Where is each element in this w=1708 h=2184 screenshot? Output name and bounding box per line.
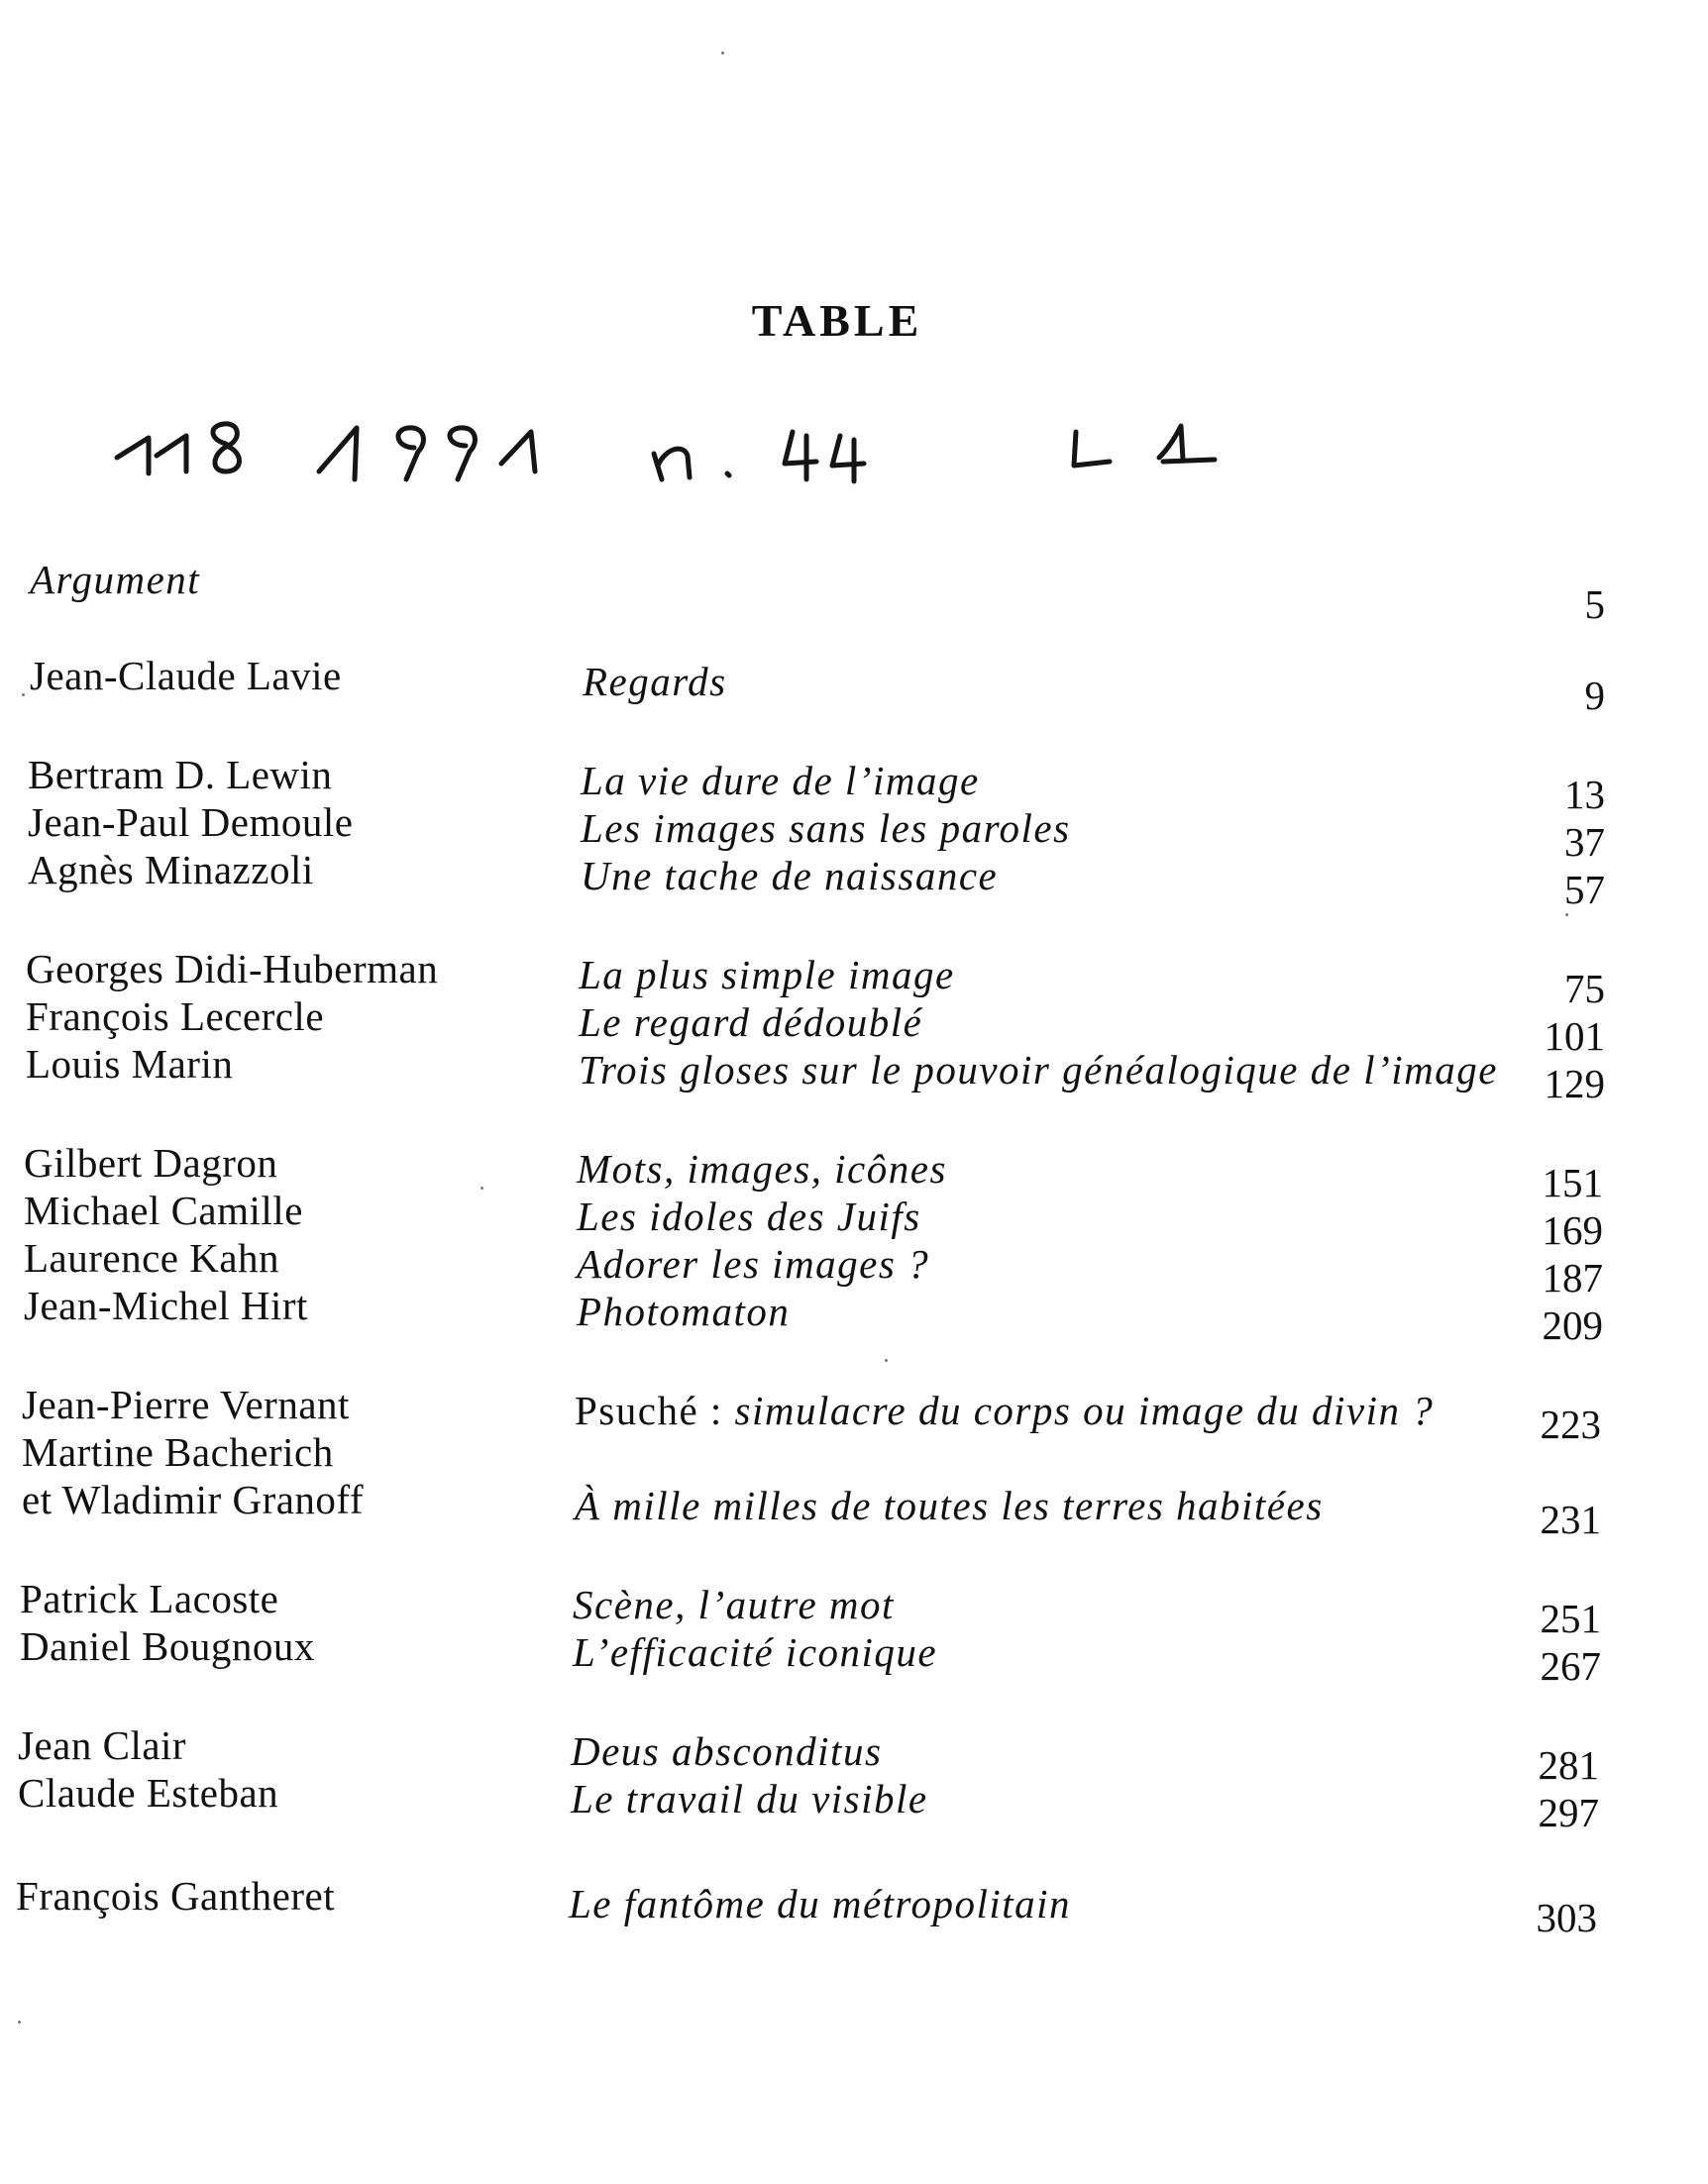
toc-page: 281 [1538,1742,1599,1788]
page-title: TABLE [751,294,923,346]
toc-title: La vie dure de l’image [581,758,980,803]
toc-title-main: simulacre du corps ou image du divin ? [734,1388,1435,1433]
toc-author: Agnès Minazzoli [28,847,314,892]
toc-page: 231 [1540,1497,1601,1542]
toc-page: 251 [1540,1596,1601,1641]
toc-title: À mille milles de toutes les terres habitées [575,1483,1324,1528]
toc-title-prefix: Psuché : [575,1388,723,1433]
toc-page: 209 [1542,1302,1603,1348]
toc-author: Jean-Michel Hirt [24,1283,308,1328]
toc-author-line2: et Wladimir Granoff [22,1477,364,1522]
toc-page: 169 [1542,1207,1603,1253]
toc-page: 223 [1540,1402,1601,1447]
toc-page: 13 [1564,772,1605,817]
toc-page: 129 [1544,1061,1605,1106]
toc-author: Laurence Kahn [24,1235,280,1281]
toc-page: 303 [1536,1895,1597,1940]
toc-author: Patrick Lacoste [20,1576,279,1621]
toc-title: Adorer les images ? [577,1241,930,1287]
toc-author: Jean-Claude Lavie [30,653,342,698]
toc-title: Mots, images, icônes [577,1146,947,1192]
toc-title-with-prefix [575,1389,1434,1432]
toc-author: Jean Clair [18,1722,187,1768]
toc-author: François Gantheret [16,1873,336,1919]
toc-author: Bertram D. Lewin [28,752,333,797]
toc-page: 187 [1542,1255,1603,1300]
toc-page: 101 [1544,1013,1605,1059]
toc-page: 9 [1584,673,1605,718]
toc-title: La plus simple image [579,952,955,997]
toc-author: Georges Didi-Huberman [26,946,439,991]
toc-title: Trois gloses sur le pouvoir généalogique de l’image [579,1047,1498,1092]
toc-author: Jean-Paul Demoule [28,799,354,845]
toc-author: François Lecercle [26,993,325,1039]
toc-page: 297 [1538,1790,1599,1835]
toc-title: L’efficacité iconique [573,1629,938,1675]
toc-author: Jean-Pierre Vernant [22,1382,350,1427]
toc-page: 267 [1540,1643,1601,1689]
toc-title: Les idoles des Juifs [577,1194,921,1239]
toc-title: Les images sans les paroles [581,805,1071,851]
toc-title: Une tache de naissance [581,853,999,898]
toc-author: Louis Marin [26,1041,234,1087]
toc-title: Le travail du visible [571,1776,928,1821]
toc-page: 37 [1564,819,1605,865]
toc-title: Deus absconditus [571,1728,883,1774]
toc-author: Michael Camille [24,1188,303,1233]
toc-title: Photomaton [577,1289,791,1334]
toc-title: Scène, l’autre mot [573,1582,895,1627]
toc-page: 57 [1564,867,1605,912]
argument-page: 5 [1584,581,1605,627]
toc-author: Daniel Bougnoux [20,1623,315,1669]
toc-page: 75 [1564,966,1605,1011]
toc-author: Claude Esteban [18,1770,279,1816]
toc-page: 151 [1542,1160,1603,1205]
toc-author: Gilbert Dagron [24,1140,278,1186]
toc-author: Martine Bacherich [22,1429,334,1475]
toc-title: Le fantôme du métropolitain [569,1881,1072,1926]
toc-title: Le regard dédoublé [579,999,923,1045]
toc-title: Regards [583,659,727,704]
argument-label: Argument [30,557,201,602]
